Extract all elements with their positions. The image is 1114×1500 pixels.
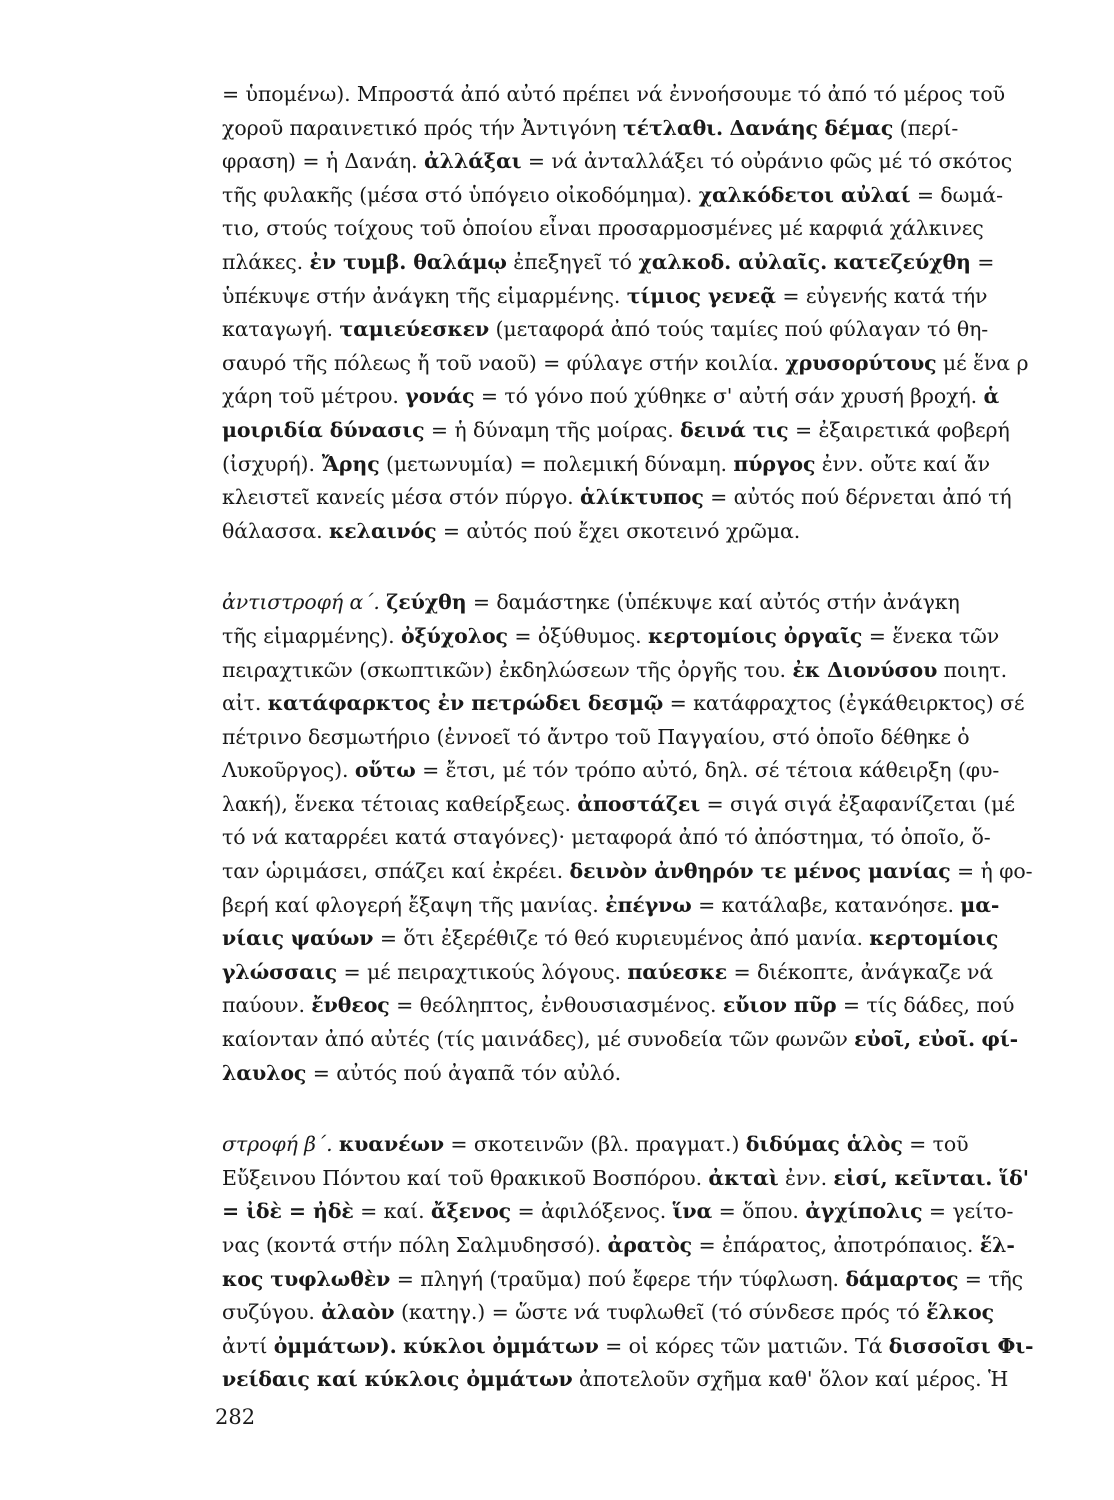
text-line (222, 145, 1077, 179)
headword: ζεύχθη (386, 590, 467, 615)
gloss-text: τιο, στούς τοίχους τοῦ ὁποίου εἶναι προσαρμοσμένες μέ καρφιά χάλκινες (222, 216, 984, 241)
headword: ἕλ- (979, 1233, 1015, 1257)
headword: τίμιος γενεᾷ (626, 283, 776, 308)
gloss-text: Λυκοῦργος). (222, 758, 355, 783)
gloss-text: = τίς δάδες, πού (836, 993, 1015, 1018)
gloss-text: πλάκες. (222, 249, 310, 274)
gloss-text: = ἕνεκα τῶν (862, 623, 1000, 648)
text-line (222, 922, 1077, 956)
text-line (222, 989, 1077, 1023)
headword: Ἄρης (314, 451, 380, 476)
text-line (222, 956, 1077, 990)
headword: εὔιον πῦρ (722, 993, 837, 1018)
headword: ἁ (983, 384, 1000, 409)
gloss-text: = ἐξαιρετικά φοβερή (788, 417, 1010, 442)
headword: ἔνθεος (311, 993, 390, 1018)
text-line (222, 1128, 1077, 1162)
gloss-text: = ἀφιλόξενος. (511, 1199, 673, 1224)
text-line (222, 347, 1077, 381)
text-line (222, 1057, 1077, 1091)
headword: δεινά τις (680, 417, 789, 442)
text-line (222, 313, 1077, 347)
headword: ἐκ Διονύσου (792, 657, 938, 682)
gloss-text: = αὐτός πού ἔχει σκοτεινό χρῶμα. (436, 518, 801, 543)
text-line (222, 1296, 1077, 1330)
text-line (222, 586, 1077, 620)
gloss-text: ἐνν. οὔτε καί ἄν (815, 451, 990, 476)
gloss-text: (μετωνυμία) = πολεμική δύναμη. (379, 451, 734, 476)
headword: ἐν τυμβ. θαλάμῳ (309, 249, 507, 274)
gloss-text: (ἰσχυρή). (222, 451, 315, 476)
gloss-text: ποιητ. (937, 657, 1008, 682)
headword: διδύμας ἁλὸς (745, 1132, 903, 1157)
headword: ἀγχίπολις (805, 1199, 923, 1224)
gloss-text: τῆς φυλακῆς (μέσα στό ὑπόγειο οἰκοδόμημα). (222, 182, 699, 207)
gloss-text: = ἔτσι, μέ τόν τρόπο αὐτό, δηλ. σέ τέτοια κάθειρξη (φυ- (415, 758, 1000, 783)
gloss-text: σαυρό τῆς πόλεως ἤ τοῦ ναοῦ) = φύλαγε στήν κοιλία. (222, 350, 786, 375)
headword: ἐπέγνω (605, 892, 692, 917)
gloss-text: = μέ πειραχτικούς λόγους. (337, 959, 628, 984)
gloss-text: μέ ἕνα ρ (936, 350, 1029, 375)
gloss-text: = κατάφραχτος (ἐγκάθειρκτος) σέ (663, 691, 1025, 716)
paragraph (222, 1128, 1077, 1397)
text-line (222, 1263, 1077, 1297)
gloss-text: πέτρινο δεσμωτήριο (ἐννοεῖ τό ἄντρο τοῦ Παγγαίου, στό ὁποῖο δέθηκε ὁ (222, 724, 970, 749)
gloss-text: ὑπέκυψε στήν ἀνάγκη τῆς εἱμαρμένης. (222, 283, 627, 308)
gloss-text: ταν ὡριμάσει, σπάζει καί ἐκρέει. (222, 859, 570, 884)
gloss-text: = οἱ κόρες τῶν ματιῶν. Τά (598, 1333, 889, 1358)
gloss-text: νας (κοντά στήν πόλη Σαλμυδησσό). (222, 1233, 608, 1257)
headword: δεινὸν ἀνθηρόν τε μένος μανίας (569, 859, 951, 884)
headword: νείδαις καί κύκλοις ὀμμάτων (222, 1367, 573, 1392)
gloss-text: = ὅτι ἐξερέθιζε τό θεό κυριευμένος ἀπό μανία. (373, 926, 870, 951)
text-line (222, 1023, 1077, 1057)
gloss-text: τό νά καταρρέει κατά σταγόνες)· μεταφορά ἀπό τό ἀπόστημα, τό ὁποῖο, ὅ- (222, 825, 991, 850)
gloss-text: = καί. (353, 1199, 431, 1224)
gloss-text: χάρη τοῦ μέτρου. (222, 384, 406, 409)
paragraph (222, 78, 1077, 548)
gloss-text: = ὑπομένω). Μπροστά ἀπό αὐτό πρέπει νά ἐννοήσουμε τό ἀπό τό μέρος τοῦ (222, 82, 1005, 106)
headword: ἄξενος (430, 1199, 512, 1224)
headword: κερτομίοις ὀργαῖς (647, 623, 863, 648)
gloss-text: = ἡ φο- (950, 859, 1033, 884)
headword: ἀποστάζει (577, 791, 701, 816)
gloss-text: χοροῦ παραινετικό πρός τήν Ἀντιγόνη (222, 115, 623, 140)
gloss-text: ἐπεξηγεῖ τό (506, 249, 639, 274)
gloss-text: = θεόληπτος, ἐνθουσιασμένος. (389, 993, 723, 1018)
headword: γονάς (405, 384, 475, 409)
commentary-text (222, 78, 1077, 1397)
headword: κελαινός (329, 518, 437, 543)
gloss-text: = νά ἀνταλλάξει τό οὐράνιο φῶς μέ τό σκότος (521, 149, 1013, 174)
gloss-text: = τοῦ (902, 1132, 969, 1157)
gloss-text: λακή), ἕνεκα τέτοιας καθείρξεως. (222, 791, 578, 816)
headword: εἰσί, κεῖνται. ἵδ' (833, 1165, 1029, 1190)
section-label: ἀντιστροφή α΄. (222, 590, 380, 615)
page-number: 282 (215, 1405, 256, 1429)
text-line (222, 1229, 1077, 1263)
headword: κατεζεύχθη (833, 249, 971, 274)
headword: δάμαρτος (845, 1266, 959, 1291)
headword: ἀρατὸς (607, 1233, 693, 1257)
gloss-text: Εὔξεινου Πόντου καί τοῦ θρακικοῦ Βοσπόρου. (222, 1165, 709, 1190)
text-line (222, 448, 1077, 482)
text-line (222, 112, 1077, 146)
headword: δισσοῖσι Φι- (888, 1333, 1034, 1358)
gloss-text: = δωμά- (910, 182, 1003, 207)
headword: κυανέων (338, 1132, 445, 1157)
gloss-text: βερή καί φλογερή ἔξαψη τῆς μανίας. (222, 892, 606, 917)
text-line (222, 280, 1077, 314)
gloss-text: = πληγή (τραῦμα) πού ἔφερε τήν τύφλωση. (390, 1266, 846, 1291)
headword: μα- (960, 892, 1000, 917)
gloss-text: = κατάλαβε, κατανόησε. (691, 892, 961, 917)
headword: ἀλλάξαι (424, 149, 522, 174)
gloss-text: = ὀξύθυμος. (507, 623, 648, 648)
gloss-text: (κατηγ.) = ὥστε νά τυφλωθεῖ (τό σύνδεσε πρός τό (394, 1300, 927, 1325)
text-line (222, 620, 1077, 654)
text-line (222, 481, 1077, 515)
headword: νίαις ψαύων (222, 926, 374, 951)
gloss-text: παύουν. (222, 993, 312, 1018)
headword: ταμιεύεσκεν (339, 317, 490, 342)
gloss-text: ἐνν. (778, 1165, 834, 1190)
headword: χαλκόδετοι αὐλαί (698, 182, 911, 207)
text-line (222, 78, 1077, 112)
paragraph (222, 586, 1077, 1090)
text-line (222, 179, 1077, 213)
text-line (222, 1330, 1077, 1364)
text-line (222, 414, 1077, 448)
headword: πύργος (733, 451, 816, 476)
headword: γλώσσαις (222, 959, 338, 984)
gloss-text: τῆς εἱμαρμένης). (222, 623, 401, 648)
gloss-text: = γείτο- (922, 1199, 1014, 1224)
text-line (222, 1195, 1077, 1229)
gloss-text: = αὐτός πού δέρνεται ἀπό τή (703, 485, 1012, 510)
gloss-text: θάλασσα. (222, 518, 329, 543)
gloss-text: = σκοτεινῶν (βλ. πραγματ.) (444, 1132, 746, 1157)
gloss-text: = αὐτός πού ἀγαπᾶ τόν αὐλό. (306, 1060, 622, 1085)
text-line (222, 515, 1077, 549)
headword: μοιριδία δύνασις (222, 417, 425, 442)
text-line (222, 654, 1077, 688)
gloss-text: ἀποτελοῦν σχῆμα καθ' ὅλον καί μέρος. Ἡ (572, 1367, 1009, 1392)
text-line (222, 754, 1077, 788)
text-line (222, 1363, 1077, 1397)
headword: οὕτω (354, 758, 416, 783)
gloss-text: = δαμάστηκε (ὑπέκυψε καί αὐτός στήν ἀνάγκη (466, 590, 960, 615)
headword: φί- (981, 1027, 1019, 1052)
text-line (222, 889, 1077, 923)
gloss-text: (περί- (893, 115, 959, 140)
gloss-text: (μεταφορά ἀπό τούς ταμίες πού φύλαγαν τό θη- (489, 317, 989, 342)
headword: ἀκταὶ (708, 1165, 779, 1190)
headword: κύκλοι ὀμμάτων (403, 1333, 599, 1358)
gloss-text: συζύγου. (222, 1300, 322, 1325)
headword: ἕλκος (926, 1300, 994, 1325)
headword: = ἰδὲ = ἠδὲ (222, 1199, 354, 1224)
text-line (222, 246, 1077, 280)
headword: ἀλαὸν (321, 1300, 395, 1325)
text-line (222, 687, 1077, 721)
gloss-text: = ἡ δύναμη τῆς μοίρας. (424, 417, 681, 442)
gloss-text: = ὅπου. (712, 1199, 806, 1224)
gloss-text: καίονταν ἀπό αὐτές (τίς μαινάδες), μέ συνοδεία τῶν φωνῶν (222, 1027, 855, 1052)
gloss-text: κλειστεῖ κανείς μέσα στόν πύργο. (222, 485, 581, 510)
headword: ὀξύχολος (401, 623, 508, 648)
text-line (222, 1162, 1077, 1196)
headword: κος τυφλωθὲν (222, 1266, 391, 1291)
gloss-text: αἰτ. (222, 691, 268, 716)
text-line (222, 855, 1077, 889)
gloss-text: = τό γόνο πού χύθηκε σ' αὐτή σάν χρυσή βροχή. (474, 384, 984, 409)
gloss-text: = διέκοπτε, ἀνάγκαζε νά (727, 959, 994, 984)
gloss-text: = (970, 249, 995, 274)
headword: εὐοῖ, εὐοῖ. (854, 1027, 975, 1052)
headword: χρυσορύτους (785, 350, 937, 375)
text-line (222, 212, 1077, 246)
headword: κερτομίοις (869, 926, 999, 951)
headword: λαυλος (222, 1060, 307, 1085)
headword: ἵνα (672, 1199, 713, 1224)
gloss-text: πειραχτικῶν (σκωπτικῶν) ἐκδηλώσεων τῆς ὀργῆς του. (222, 657, 793, 682)
headword: παύεσκε (627, 959, 728, 984)
gloss-text: καταγωγή. (222, 317, 340, 342)
gloss-text: = σιγά σιγά ἐξαφανίζεται (μέ (700, 791, 1015, 816)
gloss-text: ἀντί (222, 1333, 274, 1358)
headword: τέτλαθι. (622, 115, 724, 140)
gloss-text: = ἐπάρατος, ἀποτρόπαιος. (692, 1233, 980, 1257)
gloss-text: = τῆς (958, 1266, 1024, 1291)
headword: κατάφαρκτος ἐν πετρώδει δεσμῷ (267, 691, 664, 716)
text-line (222, 821, 1077, 855)
text-line (222, 788, 1077, 822)
text-line (222, 380, 1077, 414)
text-line (222, 721, 1077, 755)
headword: ἁλίκτυπος (580, 485, 704, 510)
section-label: στροφή β΄. (222, 1132, 333, 1157)
gloss-text: φραση) = ἡ Δανάη. (222, 149, 424, 174)
gloss-text: = εὐγενής κατά τήν (775, 283, 988, 308)
headword: Δανάης (729, 115, 818, 140)
headword: χαλκοδ. αὐλαῖς. (638, 249, 828, 274)
headword: ὀμμάτων). (273, 1333, 397, 1358)
headword: δέμας (824, 115, 894, 140)
